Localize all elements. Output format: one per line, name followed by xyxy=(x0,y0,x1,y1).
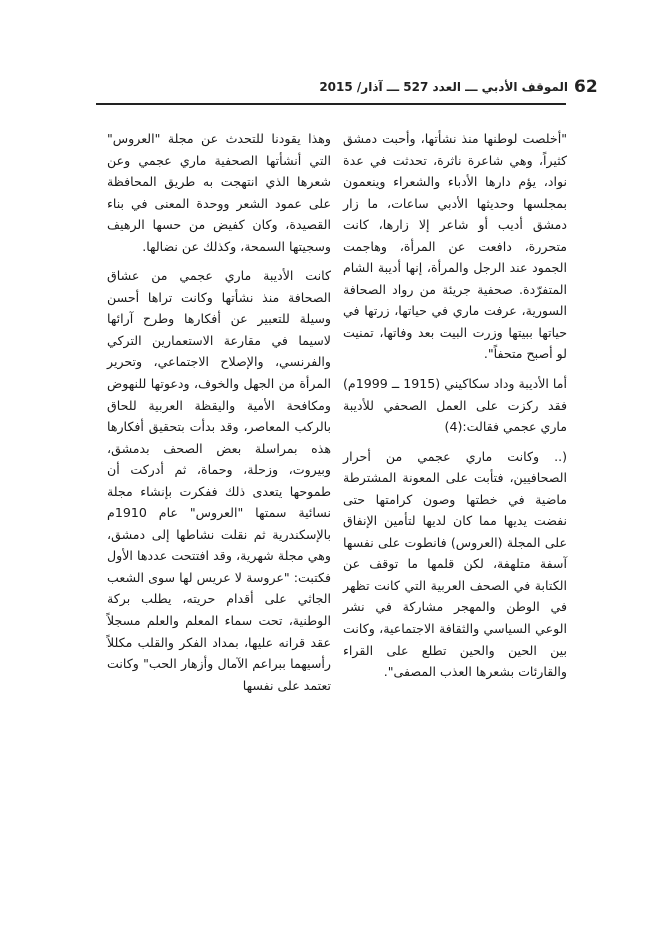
page-number: 62 xyxy=(574,77,598,97)
left-column xyxy=(107,128,331,696)
paragraph: كانت الأديبة ماري عجمي من عشاق الصحافة منذ نشأتها وكانت تراها أحسن وسيلة للتعبير عن أفكارها وطرح آرائها لاسيما في مقارعة الاستعمارين التركي والفرنسي، والإصلاح الاجتماعي، وتحرير المرأة من الجهل والخوف، ودعوتها للنهوض ومكافحة الأمية واليقظة العربية للحاق بالركب المعاصر، وقد بدأت بتحقيق أفكارها هذه بمراسلة بعض الصحف بدمشق، وبيروت، وزحلة، وحماة، ثم أدركت أن طموحها يتعدى ذلك ففكرت بإنشاء مجلة نسائية سمتها "العروس" عام 1910م بالإسكندرية ثم نقلت نشاطها إلى دمشق، وهي مجلة شهرية، وقد افتتحت عددها الأول فكتبت: "عروسة لا عريس لها سوى الشعب الجاثي على أقدام حريته، يطلب بركة الوطنية، تحت سماء المعلم والعلم مسجلاً عقد قرانه عليها، بمداد الفكر والقلب مكللاً رأسيهما ببراعم الآمال وأزهار الحب" وكانت تعتمد على نفسها xyxy=(107,268,331,693)
running-head: الموقف الأدبي ـــ العدد 527 ـــ آذار/ 2015 xyxy=(319,80,568,94)
paragraph: (.. وكانت ماري عجمي من أحرار الصحافيين، فتأبت على المعونة المشترطة ماضية في خطتها وصون كرامتها حتى نفضت يديها مما كان لديها لتأمين الإنفاق على المجلة (العروس) فانطوت على نفسها آسفة متلهفة، لكن قلمها ما توقف عن الكتابة في الصحف العربية التي كانت تظهر في الوطن والمهجر مشاركة في نشر الوعي السياسي والثقافة الاجتماعية، وكانت بين الحين والحين تطلع على القراء والقارئات بشعرها العذب المصفى". xyxy=(343,448,567,680)
paragraph: "أخلصت لوطنها منذ نشأتها، وأحبت دمشق كثيراً، وهي شاعرة ناثرة، تحدثت في عدة نواد، يؤم دارها الأدباء والشعراء وينعمون بمجلسها وحديثها الأدبي ساعات، ما زار دمشق أديب أو شاعر إلا زارها، كانت متحررة، دافعت عن المرأة، وهاجمت الجمود عند الرجل والمرأة، إنها أديبة الشام المتفرّدة. صحفية جريئة من رواد الصحافة السورية، عرفت ماري في حياتها، زرتها في حياتها ببيتها وزرت البيت بعد وفاتها، تمنيت لو أصبح متحفاً". xyxy=(343,131,567,362)
paragraph: وهذا يقودنا للتحدث عن مجلة "العروس" التي أنشأتها الصحفية ماري عجمي وعن شعرها الذي انتهجت به طريق المحافظة على عمود الشعر ووحدة المعنى في بناء القصيدة، وكان كفيض من حسها الرهيف وسجيتها السمحة، وكذلك عن نضالها. xyxy=(107,131,331,254)
header-rule xyxy=(96,103,566,105)
right-column xyxy=(343,128,567,683)
paragraph: أما الأديبة وداد سكاكيني (1915 ــ 1999م) فقد ركزت على العمل الصحفي للأديبة ماري عجمي فقالت:(4) xyxy=(343,376,568,435)
